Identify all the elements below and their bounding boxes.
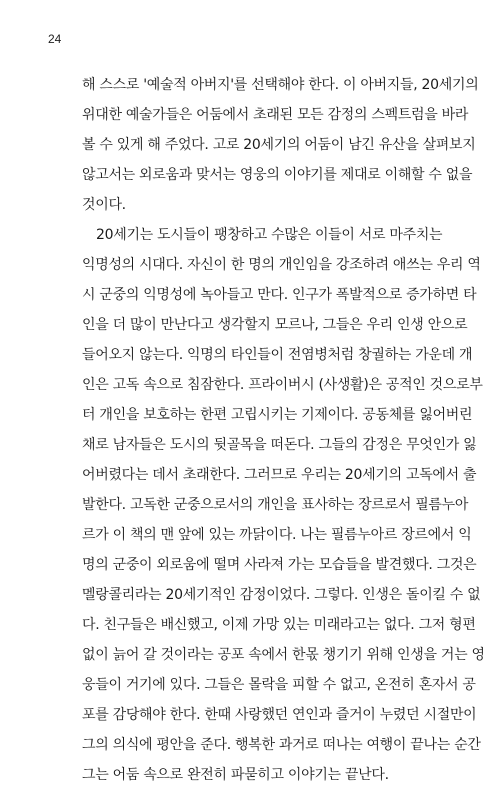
text-line: 위대한 예술가들은 어둠에서 초래된 모든 감정의 스펙트럼을 바라 — [82, 107, 469, 123]
text-line: 인은 고독 속으로 침잠한다. 프라이버시 (사생활)은 공적인 것으로부 — [82, 377, 483, 393]
text-line: 멜랑콜리라는 20세기적인 감정이었다. 그렇다. 인생은 돌이킬 수 없 — [82, 587, 481, 603]
text-line: 것이다. — [82, 197, 126, 213]
text-line: 해 스스로 '예술적 아버지'를 선택해야 한다. 이 아버지들, 20세기의 — [82, 77, 479, 93]
text-line: 없이 늙어 갈 것이라는 공포 속에서 한몫 챙기기 위해 인생을 거는 영 — [82, 647, 485, 663]
text-line: 발한다. 고독한 군중으로서의 개인을 표사하는 장르로서 필름누아 — [82, 497, 469, 513]
page-number: 24 — [48, 32, 62, 46]
text-line: 채로 남자들은 도시의 뒷골목을 떠돈다. 그들의 감정은 무엇인가 잃 — [82, 437, 477, 453]
text-line: 웅들이 거기에 있다. 그들은 몰락을 피할 수 없고, 온전히 혼자서 공 — [82, 677, 476, 693]
text-line: 어버렸다는 데서 초래한다. 그러므로 우리는 20세기의 고독에서 출 — [82, 467, 477, 483]
text-line: 인을 더 많이 만난다고 생각할지 모르나, 그들은 우리 인생 안으로 — [82, 317, 468, 333]
text-line: 볼 수 있게 해 주었다. 고로 20세기의 어둠이 남긴 유산을 살펴보지 — [82, 137, 476, 153]
text-line: 다. 친구들은 배신했고, 이제 가망 있는 미래라고는 없다. 그저 형편 — [82, 617, 476, 633]
text-line: 들어오지 않는다. 익명의 타인들이 전염병처럼 창궐하는 가운데 개 — [82, 347, 473, 363]
text-line: 르가 이 책의 맨 앞에 있는 까닭이다. 나는 필름누아르 장르에서 익 — [82, 527, 472, 543]
body-text — [82, 70, 485, 790]
text-line: 익명성의 시대다. 자신이 한 명의 개인임을 강조하려 애쓰는 우리 역 — [82, 257, 481, 273]
text-line: 그의 의식에 평안을 준다. 행복한 과거로 떠나는 여행이 끝나는 순간 — [82, 737, 481, 753]
text-line: 20세기는 도시들이 팽창하고 수많은 이들이 서로 마주치는 — [96, 227, 443, 243]
text-line: 않고서는 외로움과 맞서는 영웅의 이야기를 제대로 이해할 수 없을 — [82, 167, 473, 183]
text-line: 명의 군중이 외로움에 떨며 사라져 가는 모습들을 발견했다. 그것은 — [82, 557, 477, 573]
text-line: 그는 어둠 속으로 완전히 파묻히고 이야기는 끝난다. — [82, 767, 389, 783]
text-line: 시 군중의 익명성에 녹아들고 만다. 인구가 폭발적으로 증가하면 타 — [82, 287, 477, 303]
text-line: 포를 감당해야 한다. 한때 사랑했던 연인과 즐거이 누렸던 시절만이 — [82, 707, 477, 723]
text-line: 터 개인을 보호하는 한편 고립시키는 기제이다. 공동체를 잃어버린 — [82, 407, 473, 423]
